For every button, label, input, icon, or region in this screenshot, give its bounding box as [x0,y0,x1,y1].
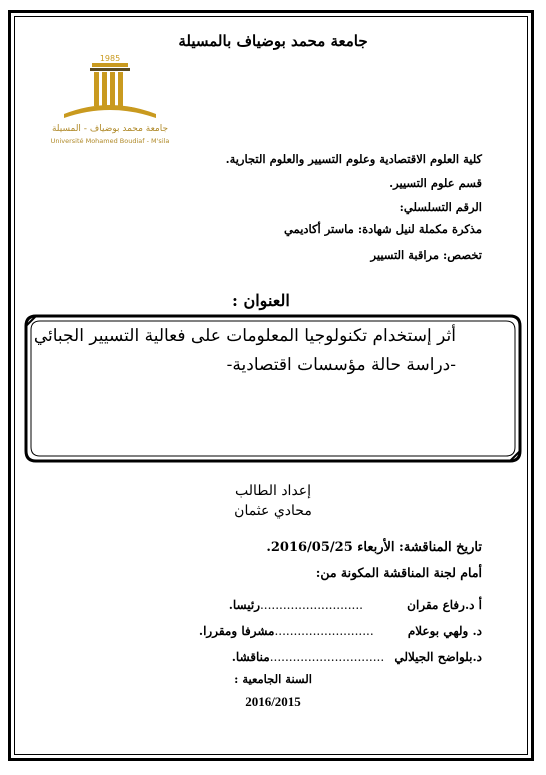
logo-name-fr: Université Mohamed Boudiaf - M'sila [50,137,170,145]
jury-row [232,650,482,664]
title-label: العنوان : [232,291,290,310]
jury-member-name: د.بلواضح الجيلالي [394,650,482,664]
defense-date: تاريخ المناقشة: الأربعاء 2016/05/25. [266,540,482,555]
thesis-title-line-1: أثر إستخدام تكنولوجيا المعلومات على فعالية التسيير الجبائي [33,326,456,346]
jury-dots: .......................... [274,624,374,638]
jury-member-name: أ د.رفاع مقران [407,598,482,612]
jury-member-name: د. ولهي بوعلام [407,624,482,638]
jury-row [229,598,482,612]
jury-role: مناقشا. [231,650,270,664]
logo-year: 1985 [99,54,121,63]
university-logo [44,52,176,150]
thesis-type: مذكرة مكملة لنيل شهادة: ماستر أكاديمي [283,222,482,236]
academic-year-label: السنة الجامعية : [234,672,312,686]
student-name: محادي عثمان [234,503,312,519]
faculty-name: كلية العلوم الاقتصادية وعلوم التسيير والعلوم التجارية. [225,152,482,166]
jury-role: مشرفا ومقررا. [198,624,275,638]
serial-number-label: الرقم التسلسلي: [399,200,482,214]
university-name: جامعة محمد بوضياف بالمسيلة [178,32,368,50]
jury-dots: ........................... [259,598,363,612]
jury-dots: .............................. [269,650,385,664]
logo-name-ar: جامعة محمد بوضياف - المسيلة [51,124,169,134]
department-name: قسم علوم التسيير. [389,176,482,190]
jury-title: أمام لجنة المناقشة المكونة من: [315,565,482,580]
jury-row [199,624,482,638]
thesis-title-line-2: -دراسة حالة مؤسسات اقتصادية- [226,355,456,375]
prepared-by-label: إعداد الطالب [234,483,312,499]
academic-year: 2016/2015 [245,694,301,709]
specialization: تخصص: مراقبة التسيير [370,248,482,262]
jury-role: رئيسا. [228,598,260,612]
